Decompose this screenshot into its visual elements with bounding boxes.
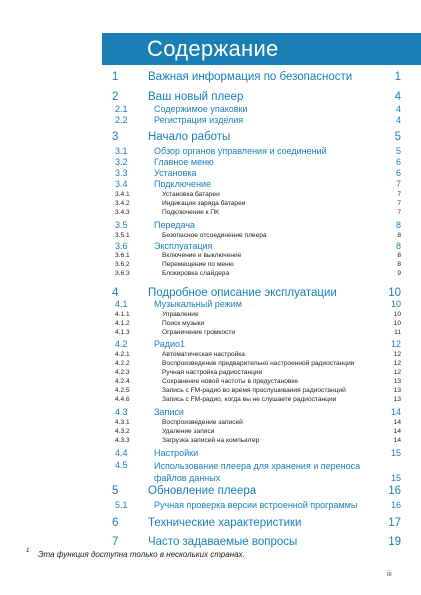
toc-entry-page: 8 (397, 252, 401, 259)
toc-entry-page: 12 (393, 351, 401, 358)
toc-entry-page: 10 (388, 287, 401, 299)
toc-entry-title: Важная информация по безопасности (148, 71, 353, 83)
toc-entry-title: Установка батареи (162, 191, 220, 198)
toc-entry-title: Индикация заряда батареи (162, 200, 246, 207)
toc-entry-title: Подключение (154, 179, 212, 189)
toc-entry-number: 4.4.6 (115, 396, 130, 403)
toc-entry-title: Поиск музыки (162, 320, 205, 327)
toc-entry-number: 2.1 (115, 104, 128, 114)
page-title: Содержание (147, 36, 279, 61)
toc-entry-number: 4 (112, 287, 119, 299)
toc-entry-page: 12 (393, 369, 401, 376)
toc-entry-page: 8 (395, 220, 401, 230)
toc-entry-title: Содержимое упаковки (154, 104, 248, 114)
toc-entry-number: 2 (112, 91, 119, 103)
toc-entry-title: Музыкальный режим (154, 299, 242, 309)
toc-entry-number: 3.6 (115, 241, 128, 251)
toc-entry-page: 16 (390, 500, 401, 510)
toc-entry-page: 14 (390, 407, 401, 417)
toc-entry-page: 14 (393, 419, 401, 426)
toc-entry-number: 3.4.3 (115, 209, 130, 216)
toc-entry-title: Записи (154, 407, 184, 417)
toc-entry-number: 4.2.5 (115, 387, 130, 394)
toc-entry-number: 3.6.3 (115, 270, 130, 277)
toc-entry-title: Обновление плеера (148, 485, 257, 497)
toc-entry-number: 4.1.2 (115, 320, 130, 327)
toc-entry-title: Настройки (154, 448, 199, 458)
toc-entry-number: 3.6.2 (115, 261, 130, 268)
toc-entry-page: 8 (395, 241, 401, 251)
toc-entry-number: 4.5 (115, 460, 128, 470)
toc-entry-title: Обзор органов управления и соединений (154, 146, 327, 156)
toc-entry-page: 4 (394, 91, 401, 103)
toc-entry-title: Автоматическая настройка (162, 351, 245, 358)
toc-entry-title: Воспроизведение предварительно настроенной радиостанции (162, 360, 355, 367)
toc-entry-page: 15 (390, 473, 401, 483)
toc-entry-number: 4.2.2 (115, 360, 130, 367)
toc-entry-title: Запись с FM-радио во время прослушивания радиостанций (162, 387, 346, 394)
toc-entry-page: 6 (395, 168, 401, 178)
toc-entry-title: Воспроизведение записей (162, 419, 243, 426)
toc-entry-page: 14 (393, 437, 401, 444)
toc-entry-title: Включение и выключение (162, 252, 242, 259)
toc-entry-number: 4.2.3 (115, 369, 130, 376)
page-number: iii (387, 571, 392, 578)
toc-entry-page: 7 (395, 179, 401, 189)
toc-entry-number: 4.1 (115, 299, 128, 309)
toc-entry-title: Подключение к ПК (162, 209, 219, 216)
toc-entry-number: 4.3.3 (115, 437, 130, 444)
contents-header-bar (102, 33, 421, 65)
toc-entry-number: 4.2.1 (115, 351, 130, 358)
toc-entry-page: 13 (393, 396, 401, 403)
toc-entry-number: 4.3.1 (115, 419, 130, 426)
toc-entry-number: 1 (112, 71, 119, 83)
toc-entry-number: 7 (112, 536, 119, 548)
toc-entry-number: 4.1.1 (115, 311, 130, 318)
toc-entry-title: Радио1 (154, 339, 185, 349)
toc-entry-number: 3.4 (115, 179, 128, 189)
toc-entry-page: 8 (397, 232, 401, 239)
footnote-marker: 1 (26, 548, 30, 554)
toc-entry-title: Часто задаваемые вопросы (148, 536, 298, 548)
toc-entry-number: 4.1.3 (115, 329, 130, 336)
toc-entry-title: Подробное описание эксплуатации (148, 287, 337, 299)
toc-entry-title: Главное меню (154, 157, 214, 167)
toc-entry-page: 12 (393, 360, 401, 367)
toc-entry-number: 3.4.1 (115, 191, 130, 198)
toc-entry-number: 4.3 (115, 407, 128, 417)
toc-entry-title: Ваш новый плеер (148, 91, 244, 103)
toc-entry-number: 4.3.2 (115, 428, 130, 435)
toc-entry-page: 10 (393, 311, 401, 318)
toc-entry-title: Передача (154, 220, 196, 230)
toc-entry-page: 10 (393, 320, 401, 327)
toc-entry-number: 3.2 (115, 157, 128, 167)
toc-entry-number: 4.2 (115, 339, 128, 349)
toc-entry-page: 5 (394, 131, 401, 143)
toc-entry-title: Использование плеера для хранения и переноса файлов данных (154, 461, 361, 483)
toc-entry-page: 19 (388, 536, 401, 548)
toc-entry-number: 3 (112, 131, 119, 143)
toc-entry-page: 16 (388, 485, 401, 497)
toc-entry-number: 6 (112, 517, 119, 529)
toc-entry-number: 3.4.2 (115, 200, 130, 207)
toc-entry-number: 2.2 (115, 115, 128, 125)
toc-entry-title: Эксплуатация (154, 241, 213, 251)
toc-entry-page: 7 (397, 200, 401, 207)
toc-entry-title: Ограничение громкости (162, 329, 236, 336)
toc-entry-title: Ручная настройка радиостанции (162, 369, 263, 376)
toc-entry-number: 3.1 (115, 146, 128, 156)
toc-entry-title: Загрузка записей на компьютер (162, 437, 260, 444)
toc-entry-title: Блокировка слайдера (162, 270, 230, 277)
toc-entry-number: 3.5.1 (115, 232, 130, 239)
toc-entry-page: 17 (388, 517, 401, 529)
toc-entry[interactable] (112, 460, 401, 486)
toc-entry-number: 5.1 (115, 500, 128, 510)
toc-entry-page: 14 (393, 428, 401, 435)
toc-entry-page: 6 (395, 157, 401, 167)
toc-entry-page: 9 (397, 270, 401, 277)
toc-entry-title: Установка (154, 168, 197, 178)
toc-entry-title: Перемещение по меню (162, 261, 234, 268)
toc-entry-title: Регистрация изделия (154, 115, 244, 125)
toc-entry-number: 5 (112, 485, 119, 497)
toc-entry-title: Запись с FM-радио, когда вы не слушаете радиостанции (162, 396, 337, 403)
toc-entry-page: 10 (390, 299, 401, 309)
toc-entry-page: 8 (397, 261, 401, 268)
toc-entry-page: 12 (390, 339, 401, 349)
toc-entry-page: 13 (393, 387, 401, 394)
toc-entry-page: 7 (397, 209, 401, 216)
toc-entry-page: 15 (390, 448, 401, 458)
toc-entry-page: 5 (395, 146, 401, 156)
toc-entry-title: Управление (162, 311, 199, 318)
toc-entry-title: Безопасное отсоединение плеера (162, 232, 267, 239)
toc-entry-number: 3.3 (115, 168, 128, 178)
toc-entry-page: 7 (397, 191, 401, 198)
toc-entry-title: Ручная проверка версии встроенной программы (154, 500, 358, 510)
toc-entry-title: Удаление записи (162, 428, 215, 435)
footnote-text: Эта функция доступна только в нескольких странах. (38, 550, 245, 559)
toc-entry-number: 3.6.1 (115, 252, 130, 259)
toc-entry-page: 4 (395, 104, 401, 114)
toc-entry-number: 3.5 (115, 220, 128, 230)
toc-entry-number: 4.4 (115, 448, 128, 458)
toc-entry-number: 4.2.4 (115, 378, 130, 385)
toc-entry-page: 4 (395, 115, 401, 125)
toc-entry-title: Технические характеристики (148, 517, 302, 529)
toc-entry-title: Начало работы (148, 131, 231, 143)
toc-entry-page: 1 (394, 71, 401, 83)
toc-entry-page: 13 (393, 378, 401, 385)
toc-entry-page: 11 (394, 329, 401, 336)
toc-entry-title: Сохранение новой частоты в предустановке (162, 378, 299, 385)
